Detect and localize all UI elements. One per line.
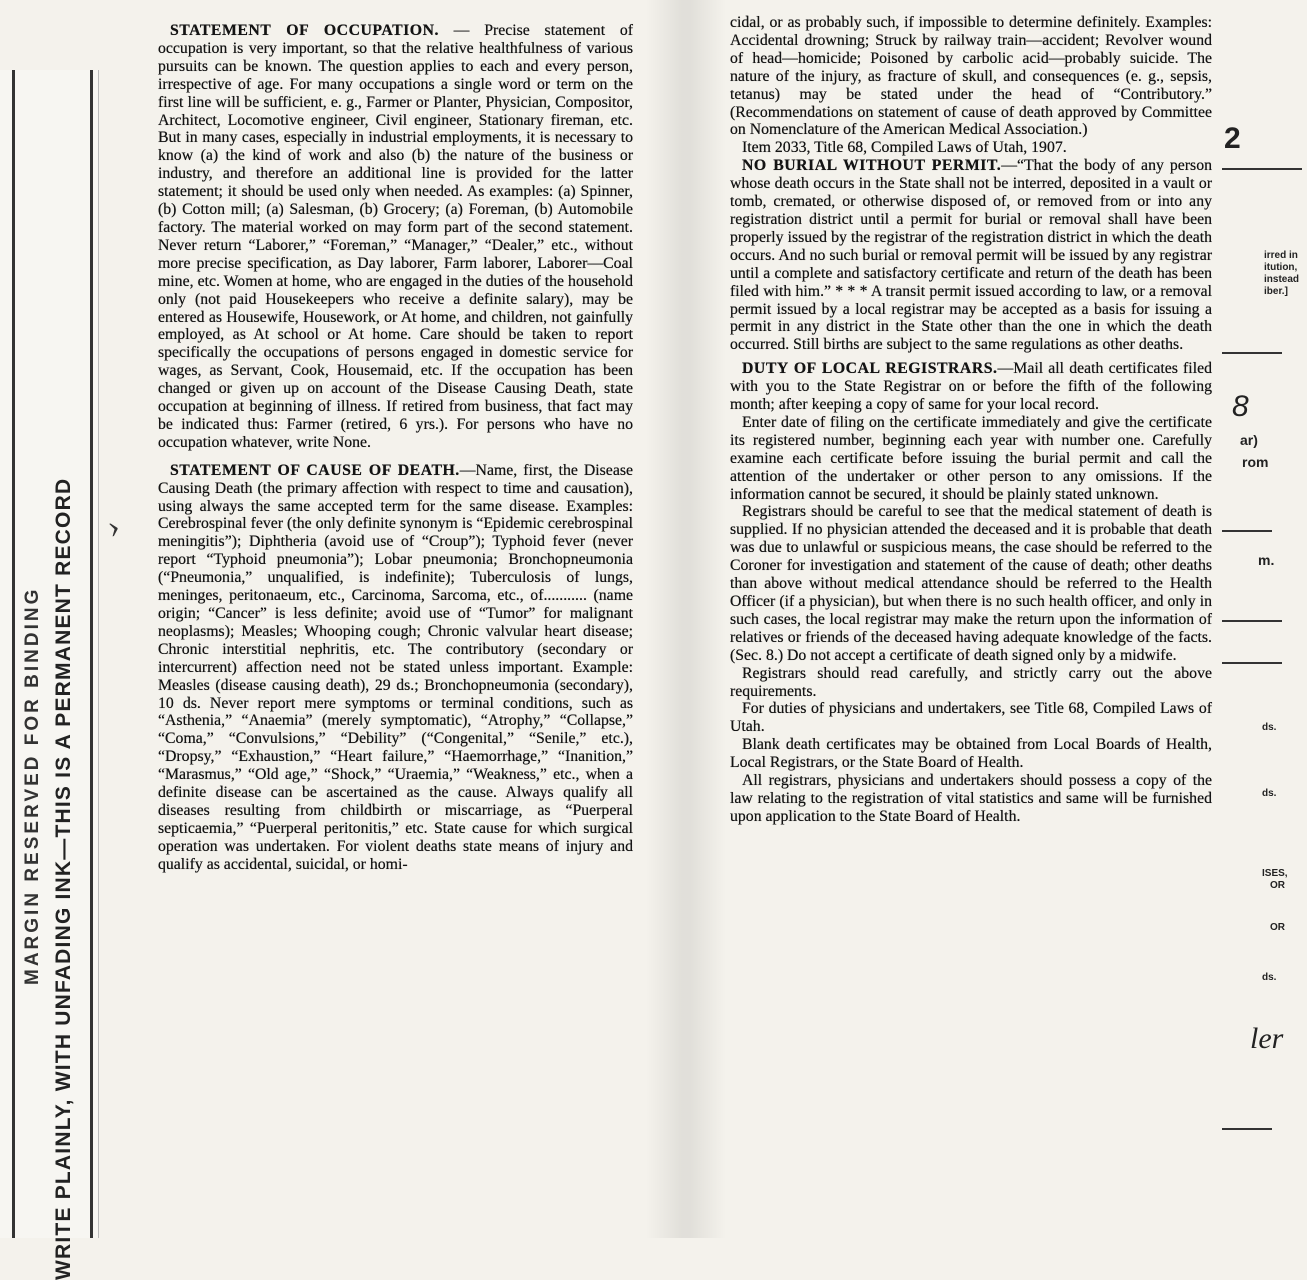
read-carefully-paragraph: Registrars should read carefully, and strictly carry out the above requirements. bbox=[730, 664, 1212, 700]
cause-paragraph bbox=[158, 462, 633, 874]
form-fragment-ds-1: ds. bbox=[1262, 722, 1277, 733]
cause-continued: cidal, or as probably such, if impossible to determine definitely. Examples: Accidental drowning; Struck by railway train—accident; Revolver wound of head—homicide; Poisoned by carbolic acid—probably suicide. The nature of the injury, as fracture of skull, and consequences (e. g., sepsis, tetanus) may be stated under the head of “Contributory.” (Recommendations on statement of cause of death approved by Committee on Nomenclature of the American Medical Association.) bbox=[730, 14, 1212, 139]
occupation-paragraph bbox=[158, 22, 633, 452]
burial-body: —“That the body of any person whose death occurs in the State shall not be interred, deposited in a vault or tomb, cremated, or otherwise disposed of, or removed from or into any registration district until a permit for burial or removal shall have been properly issued by the registrar of the registration district in which the death occurs. And no such burial or removal permit will be issued by any registrar until a complete and satisfactory certificate and return of the death has been filed with him.” * * * A transit permit issued according to law, or a removal permit issued by a local registrar may be accepted as a basis for issuing a permit in any district in the State other than the one in which the death occurred. Still births are subject to the same regulations as other deaths. bbox=[730, 157, 1212, 354]
duty-body: —Mail all death certificates filed with you to the State Registrar on or before the fifth of the following month; after keeping a copy of same for your local record. bbox=[730, 360, 1212, 414]
enter-date-paragraph: Enter date of filing on the certificate immediately and give the certificate its registered number, beginning each year with number one. Carefully examine each certificate before issuing the burial permit and call the attention of the undertaker or other person to any omissions. If the information cannot be secured, it should be plainly stated unknown. bbox=[730, 413, 1212, 503]
ink-note: WRITE PLAINLY, WITH UNFADING INK—THIS IS A PERMANENT RECORD bbox=[52, 477, 75, 1280]
form-fragment-ds-2: ds. bbox=[1262, 788, 1277, 799]
cause-heading: STATEMENT OF CAUSE OF DEATH. bbox=[170, 461, 460, 479]
burial-heading: NO BURIAL WITHOUT PERMIT. bbox=[742, 157, 1002, 175]
duties-reference-paragraph: For duties of physicians and undertakers, see Title 68, Compiled Laws of Utah. bbox=[730, 700, 1212, 736]
cause-body: —Name, first, the Disease Causing Death (the primary affection with respect to time and causation), using always the same accepted term for the same disease. Examples: Cerebrospinal fever (the only definite synonym is “Epidemic cerebrospinal meningitis”); Diphtheria (avoid use of “Croup”); Typhoid fever (never report “Typhoid pneumonia”); Lobar pneumonia; Bronchopneumonia (“Pneumonia,” unqualified, is indefinite); Tuberculosis of lungs, meninges, peritonaeum, etc., Carcinoma, Sarcoma, etc., of........... (name origin; “Cancer” is less definite; avoid use of “Tumor” for malignant neoplasms); Measles; Whooping cough; Chronic valvular heart disease; Chronic interstitial nephritis, etc. The contributory (secondary or intercurrent) affection need not be stated unless important. Example: Measles (disease causing death), 29 ds.; Bronchopneumonia (secondary), 10 ds. Never report mere symptoms or terminal conditions, such as “Asthenia,” “Anaemia” (merely symptomatic), “Atrophy,” “Collapse,” “Coma,” “Convulsions,” “Debility” (“Congenital,” “Senile,” etc.), “Dropsy,” “Exhaustion,” “Heart failure,” “Haemorrhage,” “Inanition,” “Marasmus,” “Old age,” “Shock,” “Uraemia,” “Weakness,” etc., when a definite disease can be ascertained as the cause. Always qualify all diseases resulting from childbirth or miscarriage, as “Puerperal septicaemia,” “Puerperal peritonitis,” etc. State cause for which surgical operation was undertaken. For violent deaths state means of injury and qualify as accidental, suicidal, or homi- bbox=[158, 461, 633, 873]
margin-rule-outer bbox=[12, 70, 15, 1238]
duty-heading: DUTY OF LOCAL REGISTRARS. bbox=[742, 360, 998, 378]
form-rule bbox=[1222, 352, 1282, 354]
form-fragment-3: instead bbox=[1264, 274, 1300, 285]
underlying-form-edge bbox=[1222, 60, 1307, 1238]
form-rule bbox=[1222, 620, 1282, 622]
form-fragment-m: m. bbox=[1258, 552, 1275, 568]
form-rule bbox=[1222, 662, 1282, 664]
form-fragment-4: iber.] bbox=[1264, 286, 1288, 297]
form-rule bbox=[1222, 530, 1272, 532]
occupation-body: — Precise statement of occupation is very important, so that the relative healthfulness of various pursuits can be known. The question applies to each and every person, irrespective of age. For many occupations a single word or term on the first line will be sufficient, e. g., Farmer or Planter, Physician, Compositor, Architect, Locomotive engineer, Civil engineer, Stationary fireman, etc. But in many cases, especially in industrial employments, it is necessary to know (a) the kind of work and also (b) the nature of the business or industry, and therefore an additional line is provided for the latter statement; it should be used only when needed. As examples: (a) Spinner, (b) Cotton mill; (a) Salesman, (b) Grocery; (a) Foreman, (b) Automobile factory. The material worked on may form part of the second statement. Never return “Laborer,” “Foreman,” “Manager,” “Dealer,” etc., without more precise specification, as Day laborer, Farm laborer, Laborer—Coal mine, etc. Women at home, who are engaged in the duties of the household only (not paid Housekeepers who receive a definite salary), may be entered as Housewife, Housework, or At home, and children, not gainfully employed, as At school or At home. Care should be taken to report specifically the occupations of persons engaged in domestic service for wages, as Servant, Cook, Housemaid, etc. If the occupation has been changed or given up on account of the Disease Causing Death, state occupation at beginning of illness. If retired from business, that fact may be indicated thus: Farmer (retired, 6 yrs.). For persons who have no occupation whatever, write None. bbox=[158, 22, 633, 451]
instructions-left-column bbox=[158, 22, 633, 874]
form-fragment-ds-3: ds. bbox=[1262, 972, 1277, 983]
item-reference: Item 2033, Title 68, Compiled Laws of Utah, 1907. bbox=[742, 139, 1067, 157]
form-rule bbox=[1222, 168, 1302, 170]
form-fragment-or-1: OR bbox=[1270, 880, 1285, 891]
medical-statement-paragraph: Registrars should be careful to see that the medical statement of death is supplied. If no physician attended the deceased and it is probable that death was due to unlawful or suspicious means, the case should be referred to the Coroner for investigation and statement of the cause of death; other deaths than above without medical attendance should be referred to the Health Officer (if a physician), but when there is no such health officer, and only in such cases, the local registrar may make the return upon the information of relatives or friends of the deceased having adequate knowledge of the facts. (Sec. 8.) Do not accept a certificate of death signed only by a midwife. bbox=[730, 503, 1212, 664]
form-fragment-from: rom bbox=[1242, 454, 1269, 470]
handwritten-eight: 8 bbox=[1232, 390, 1249, 423]
page-fold-shadow bbox=[646, 0, 726, 1238]
handwritten-check-mark: › bbox=[103, 507, 124, 546]
form-number-fragment: 2 bbox=[1224, 122, 1241, 155]
margin-rule-inner bbox=[90, 70, 93, 1238]
instructions-right-column bbox=[730, 14, 1212, 826]
binding-margin bbox=[0, 70, 99, 1280]
form-fragment-1: irred in bbox=[1264, 250, 1298, 261]
copy-of-law-paragraph: All registrars, physicians and undertakers should possess a copy of the law relating to the registration of vital statistics and same will be furnished upon application to the State Board of Health. bbox=[730, 772, 1212, 825]
occupation-heading: STATEMENT OF OCCUPATION. bbox=[170, 22, 439, 39]
form-fragment-2: itution, bbox=[1264, 262, 1298, 273]
blank-certificates-paragraph: Blank death certificates may be obtained from Local Boards of Health, Local Registrars, or the State Board of Health. bbox=[730, 736, 1212, 772]
duty-paragraph bbox=[730, 360, 1212, 414]
form-fragment-or-2: OR bbox=[1270, 922, 1285, 933]
binding-note: MARGIN RESERVED FOR BINDING bbox=[22, 586, 43, 985]
form-fragment-ises: ISES, bbox=[1262, 868, 1288, 879]
burial-paragraph bbox=[730, 157, 1212, 354]
handwritten-signature-fragment: ler bbox=[1250, 1022, 1284, 1055]
form-rule bbox=[1222, 1128, 1272, 1130]
form-fragment-ar: ar) bbox=[1240, 432, 1258, 448]
